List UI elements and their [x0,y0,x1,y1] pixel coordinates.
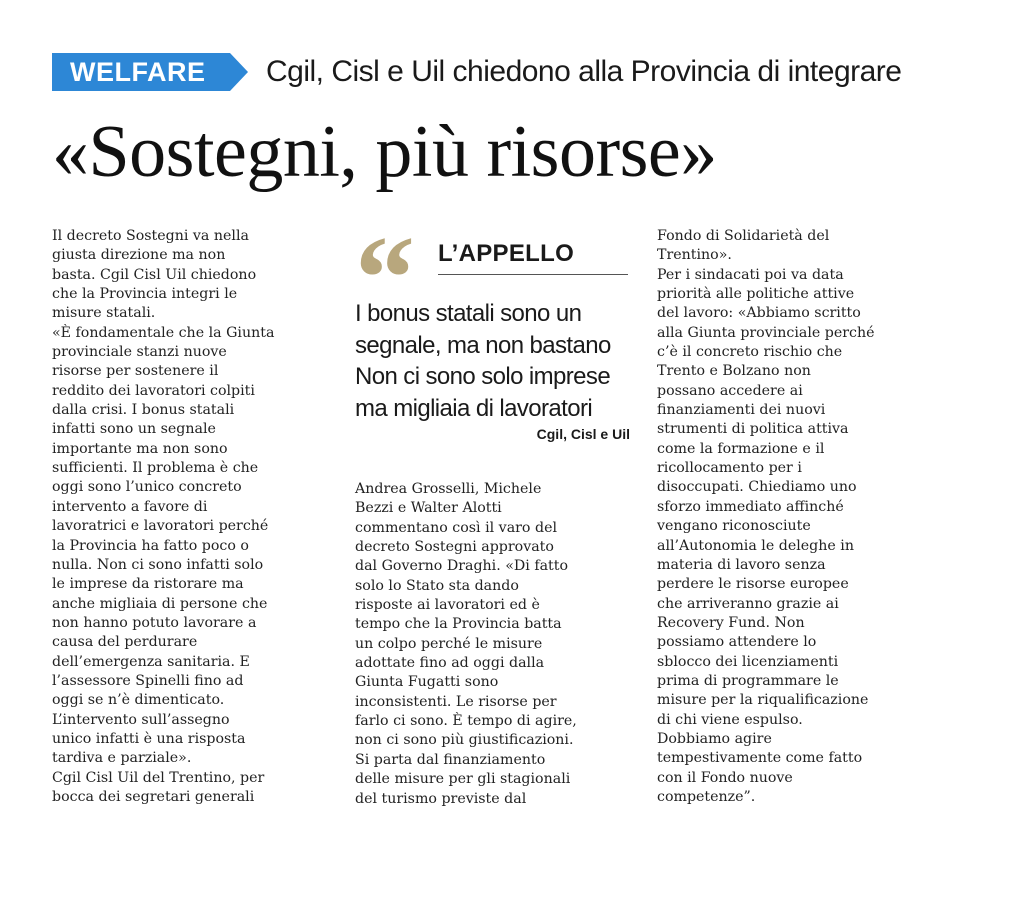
section-header [52,52,901,92]
section-tag [52,53,230,91]
article-column-3: Fondo di Solidarietà del Trentino». Per i sindacati poi va data priorità alle politiche attive del lavoro: «Abbiamo scritto alla Giunta provinciale perché c’è il concreto rischio che Trento e Bolzano non possano accedere ai finanziamenti dei nuovi strumenti di politica attiva come la formazione e il ricollocamento per i disoccupati. Chiediamo uno sforzo immediato affinché vengano riconosciute all’Autonomia le deleghe in materia di lavoro senza perdere le risorse europee che arriveranno grazie ai Recovery Fund. Non possiamo attendere lo sblocco dei licenziamenti prima di programmare le misure per la riqualificazione di chi viene espulso. Dobbiamo agire tempestivamente come fatto con il Fondo nuove competenze”. [657,228,875,805]
pull-quote-source: Cgil, Cisl e Uil [536,426,630,442]
headline: «Sostegni, più risorse» [52,111,717,193]
quote-mark-icon: “ [355,211,415,344]
kicker-text: Cgil, Cisl e Uil chiedono alla Provincia di integrare [266,55,902,88]
pull-quote-rule [438,274,628,275]
article-column-1: Il decreto Sostegni va nella giusta direzione ma non basta. Cgil Cisl Uil chiedono che la Provincia integri le misure statali. «È fondamentale che la Giunta provinciale stanzi nuove risorse per sostenere il reddito dei lavoratori colpiti dalla crisi. I bonus statali infatti sono un segnale importante ma non sono sufficienti. Il problema è che oggi sono l’unico concreto intervento a favore di lavoratrici e lavoratori perché la Provincia ha fatto poco o nulla. Non ci sono infatti solo le imprese da ristorare ma anche migliaia di persone che non hanno potuto lavorare a causa del perdurare dell’emergenza sanitaria. E l’assessore Spinelli fino ad oggi se n’è dimenticato. L’intervento sull’assegno unico infatti è una risposta tardiva e parziale». Cgil Cisl Uil del Trentino, per bocca dei segretari generali [52,228,275,805]
section-tag-label: WELFARE [70,57,206,87]
pull-quote-text: I bonus statali sono un segnale, ma non bastano Non ci sono solo imprese ma migliaia di lavoratori [355,300,611,422]
article-column-2: Andrea Grosselli, Michele Bezzi e Walter Alotti commentano così il varo del decreto Sostegni approvato dal Governo Draghi. «Di fatto solo lo Stato sta dando risposte ai lavoratori ed è tempo che la Provincia batta un colpo perché le misure adottate fino ad oggi dalla Giunta Fugatti sono inconsistenti. Le risorse per farlo ci sono. È tempo di agire, non ci sono più giustificazioni. Si parta dal finanziamento delle misure per gli stagionali del turismo previste dal [355,481,577,807]
pull-quote-label: L’APPELLO [438,240,575,267]
tag-arrow-shape [230,53,248,91]
